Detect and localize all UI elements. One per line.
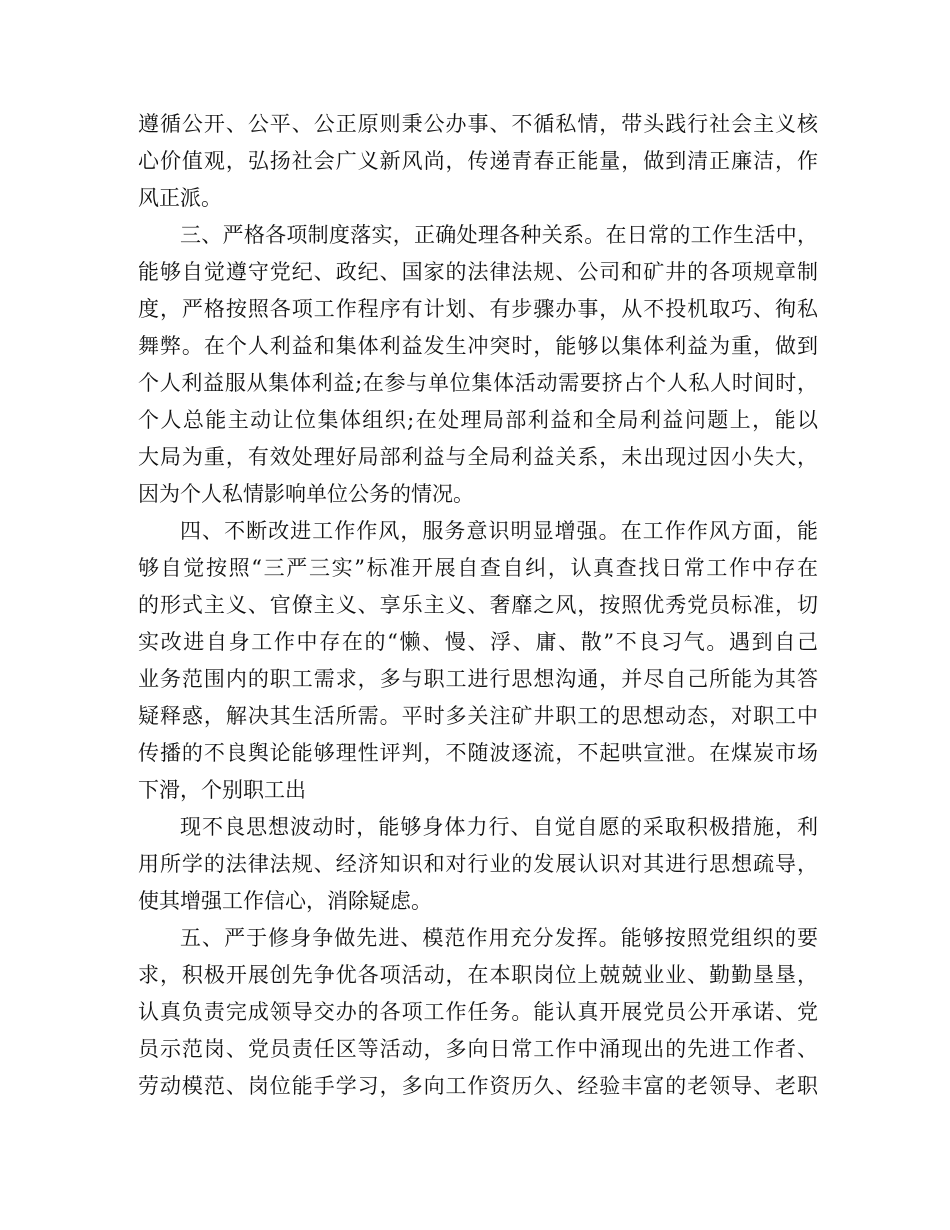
text-line: 遵循公开、公平、公正原则秉公办事、不循私情，带头践行社会主义核 — [138, 112, 818, 136]
text-line: 用所学的法律法规、经济知识和对行业的发展认识对其进行思想疏导， — [138, 852, 818, 876]
text-line: 个人利益服从集体利益;在参与单位集体活动需要挤占个人私人时间时， — [138, 371, 818, 395]
text-line: 认真负责完成领导交办的各项工作任务。能认真开展党员公开承诺、党 — [138, 1000, 818, 1024]
paragraph-continuation — [138, 106, 818, 217]
paragraph-section-five — [138, 920, 818, 1105]
text-line: 度，严格按照各项工作程序有计划、有步骤办事，从不投机取巧、徇私 — [138, 297, 818, 321]
paragraph-section-four — [138, 513, 818, 809]
paragraph-section-three — [138, 217, 818, 513]
text-line: 心价值观，弘扬社会广义新风尚，传递青春正能量，做到清正廉洁，作 — [138, 149, 818, 173]
text-line: 舞弊。在个人利益和集体利益发生冲突时，能够以集体利益为重，做到 — [138, 334, 818, 358]
text-line: 大局为重，有效处理好局部利益与全局利益关系，未出现过因小失大， — [138, 445, 818, 469]
text-line: 三、严格各项制度落实，正确处理各种关系。在日常的工作生活中， — [180, 223, 818, 247]
text-line: 求，积极开展创先争优各项活动，在本职岗位上兢兢业业、勤勤垦垦， — [138, 963, 818, 987]
text-line: 员示范岗、党员责任区等活动，多向日常工作中涌现出的先进工作者、 — [138, 1037, 818, 1061]
text-line: 的形式主义、官僚主义、享乐主义、奢靡之风，按照优秀党员标准，切 — [138, 593, 818, 617]
text-line: 下滑，个别职工出 — [138, 778, 306, 802]
text-line: 实改进自身工作中存在的“懒、慢、浮、庸、散”不良习气。遇到自己 — [138, 630, 818, 654]
paragraph-section-four-continued — [138, 809, 818, 920]
text-line: 劳动模范、岗位能手学习，多向工作资历久、经验丰富的老领导、老职 — [138, 1074, 818, 1098]
text-line: 风正派。 — [138, 186, 222, 210]
document-page — [138, 106, 818, 1105]
text-line: 现不良思想波动时，能够身体力行、自觉自愿的采取积极措施，利 — [180, 815, 818, 839]
text-line: 个人总能主动让位集体组织;在处理局部利益和全局利益问题上，能以 — [138, 408, 818, 432]
text-line: 使其增强工作信心，消除疑虑。 — [138, 889, 432, 913]
text-line: 业务范围内的职工需求，多与职工进行思想沟通，并尽自己所能为其答 — [138, 667, 818, 691]
text-line: 能够自觉遵守党纪、政纪、国家的法律法规、公司和矿井的各项规章制 — [138, 260, 818, 284]
text-line: 疑释惑，解决其生活所需。平时多关注矿井职工的思想动态，对职工中 — [138, 704, 818, 728]
text-line: 四、不断改进工作作风，服务意识明显增强。在工作作风方面，能 — [180, 519, 818, 543]
text-line: 传播的不良舆论能够理性评判，不随波逐流，不起哄宣泄。在煤炭市场 — [138, 741, 818, 765]
text-line: 因为个人私情影响单位公务的情况。 — [138, 482, 474, 506]
text-line: 够自觉按照“三严三实”标准开展自查自纠，认真查找日常工作中存在 — [138, 556, 818, 580]
text-line: 五、严于修身争做先进、模范作用充分发挥。能够按照党组织的要 — [180, 926, 818, 950]
